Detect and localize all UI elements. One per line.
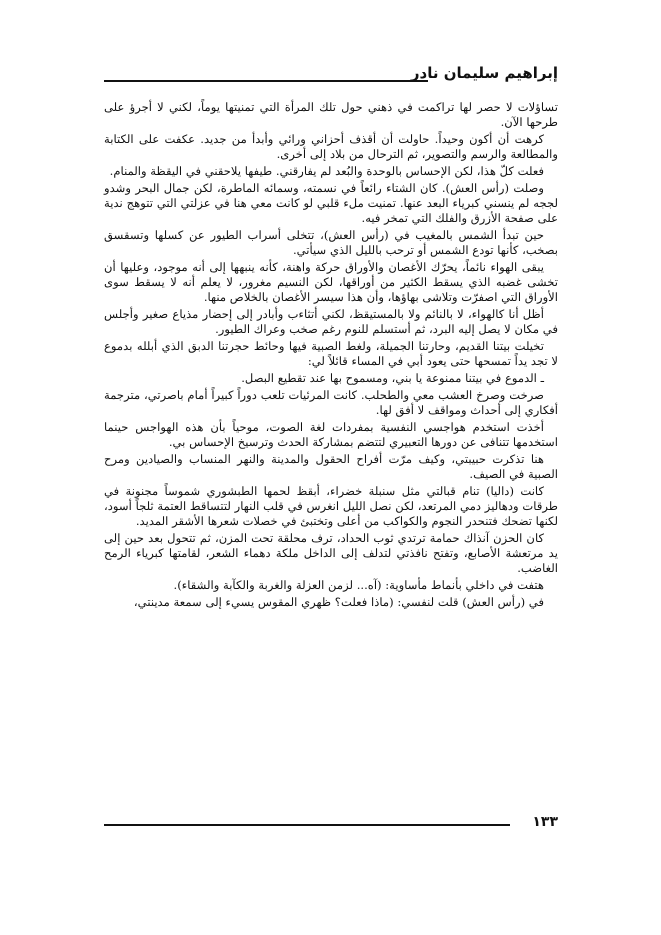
paragraph: هنا تذكرت حبيبتي، وكيف مرّت أفراح الحقول والمدينة والنهر المنساب والصيادين ومرح الصبية في الصيف.	[104, 452, 558, 481]
paragraph: يبقى الهواء نائماً، يحرّك الأغصان والأوراق حركة واهنة، كأنه ينبهها إلى أنه موجود، وعليها أن تخشى غضبه الذي يسقط الكثير من أوراقها، لكن النسيم مغرور، لا يعلم أنه لا يسقط سوى الأوراق التي اصفرّت وتلاشى بهاؤها، وأن هذا سيسر الأغصان بالخلاص منها.	[104, 260, 558, 304]
paragraph: ـ الدموع في بيتنا ممنوعة يا بني، ومسموح بها عند تقطيع البصل.	[241, 371, 544, 385]
page-footer	[104, 814, 558, 840]
paragraph: كانت (داليا) تنام قبالتي مثل سنبلة خضراء، أبقظ لحمها الطبشوري شموساً مجنونة في طرقات ودهاليز دمي المرتعد، لكن نصل الليل انغرس في قلب النهار لتتساقط العتمة ثلجاً أسود، لكنها تضحك فتنحدر النجوم والكواكب من أعلى وتختبئ في خصلات شعرها الأشقر المديد.	[104, 484, 558, 528]
paragraph: كرهت أن أكون وحيداً. حاولت أن أقذف أحزاني ورائي وأبدأ من جديد. عكفت على الكتابة والمطالعة والرسم والتصوير، ثم الترحال من بلاد إلى أخرى.	[104, 132, 558, 161]
paragraph: فعلت كلّ هذا، لكن الإحساس بالوحدة والبُعد لم يفارقني. طيفها يلاحقني في اليقظة والمنام.	[109, 164, 544, 178]
paragraph: تخيلت بيتنا القديم، وحارتنا الجميلة، ولغط الصبية فيها وحائط حجرتنا الدبق الذي أبلله بدموع لا تجد يداً تمسحها حتى يعود أبي في المساء قائلاً لي:	[104, 339, 558, 368]
page-header	[104, 64, 558, 88]
paragraph: حين تبدأ الشمس بالمغيب في (رأس العش)، تتخلى أسراب الطيور عن كسلها وتسقسق بصخب، كأنها تودع الشمس أو ترحب بالليل الذي سيأتي.	[104, 228, 558, 257]
page-number: ١٣٣	[532, 814, 558, 830]
body-text	[104, 100, 558, 612]
paragraph: أخذت استخدم هواجسي النفسية بمفردات لغة الصوت، موحياً بأن هذه الهواجس حينما استخدمها تتنافى عن دورها التعبيري لتتضم بمشاركة الحدث وترسيخ الإحساس بي.	[104, 420, 558, 449]
paragraph: في (رأس العش) قلت لنفسي: (ماذا فعلت؟ ظهري المقوس يسيء إلى سمعة مدينتي،	[133, 595, 544, 609]
paragraph: كان الحزن آنذاك حمامة ترتدي ثوب الحداد، ترف محلقة تحت المزن، ثم تتحول بعد حين إلى يد مرتعشة الأصابع، وتفتح نافذتي لتدلف إلى الداخل ملكة دهماء الشعر، لقامتها كبرياء الرمح الغاضب.	[104, 531, 558, 575]
paragraph: صرخت وصرخ العشب معي والطحلب. كانت المرئيات تلعب دوراً كبيراً أمام باصرتي، مترجمة أفكاري إلى أحداث ومواقف لا أفق لها.	[104, 388, 558, 417]
paragraph: أظل أنا كالهواء، لا بالنائم ولا بالمستيقظ، لكني أتثاءب وأبادر إلى إحضار مذياع صغير وأجلس في مكان لا يصل إليه البرد، ثم أستسلم للنوم رغم صخب وعراك الطيور.	[104, 307, 558, 336]
paragraph: تساؤلات لا حصر لها تراكمت في ذهني حول تلك المرأة التي تمنيتها يوماً، لكني لا أجرؤ على طرحها الآن.	[104, 100, 558, 129]
paragraph: وصلت (رأس العش). كان الشتاء رائعاً في نسمته، وسمائه الماطرة، لكن جمال البحر وشدو لججه لم ينسني كبرياء البعد عنها. تمنيت ملء قلبي لو كانت معي هنا في عزلتي التي تتوهج ندية على صفحة الأزرق والفلك التي تمخر فيه.	[104, 181, 558, 225]
footer-rule	[104, 824, 510, 826]
header-rule	[104, 80, 428, 82]
author-name: إبراهيم سليمان نادر	[410, 64, 558, 82]
paragraph: هتفت في داخلي بأنماط مأساوية: (آه... لزمن العزلة والغربة والكآبة والشقاء).	[173, 578, 544, 592]
